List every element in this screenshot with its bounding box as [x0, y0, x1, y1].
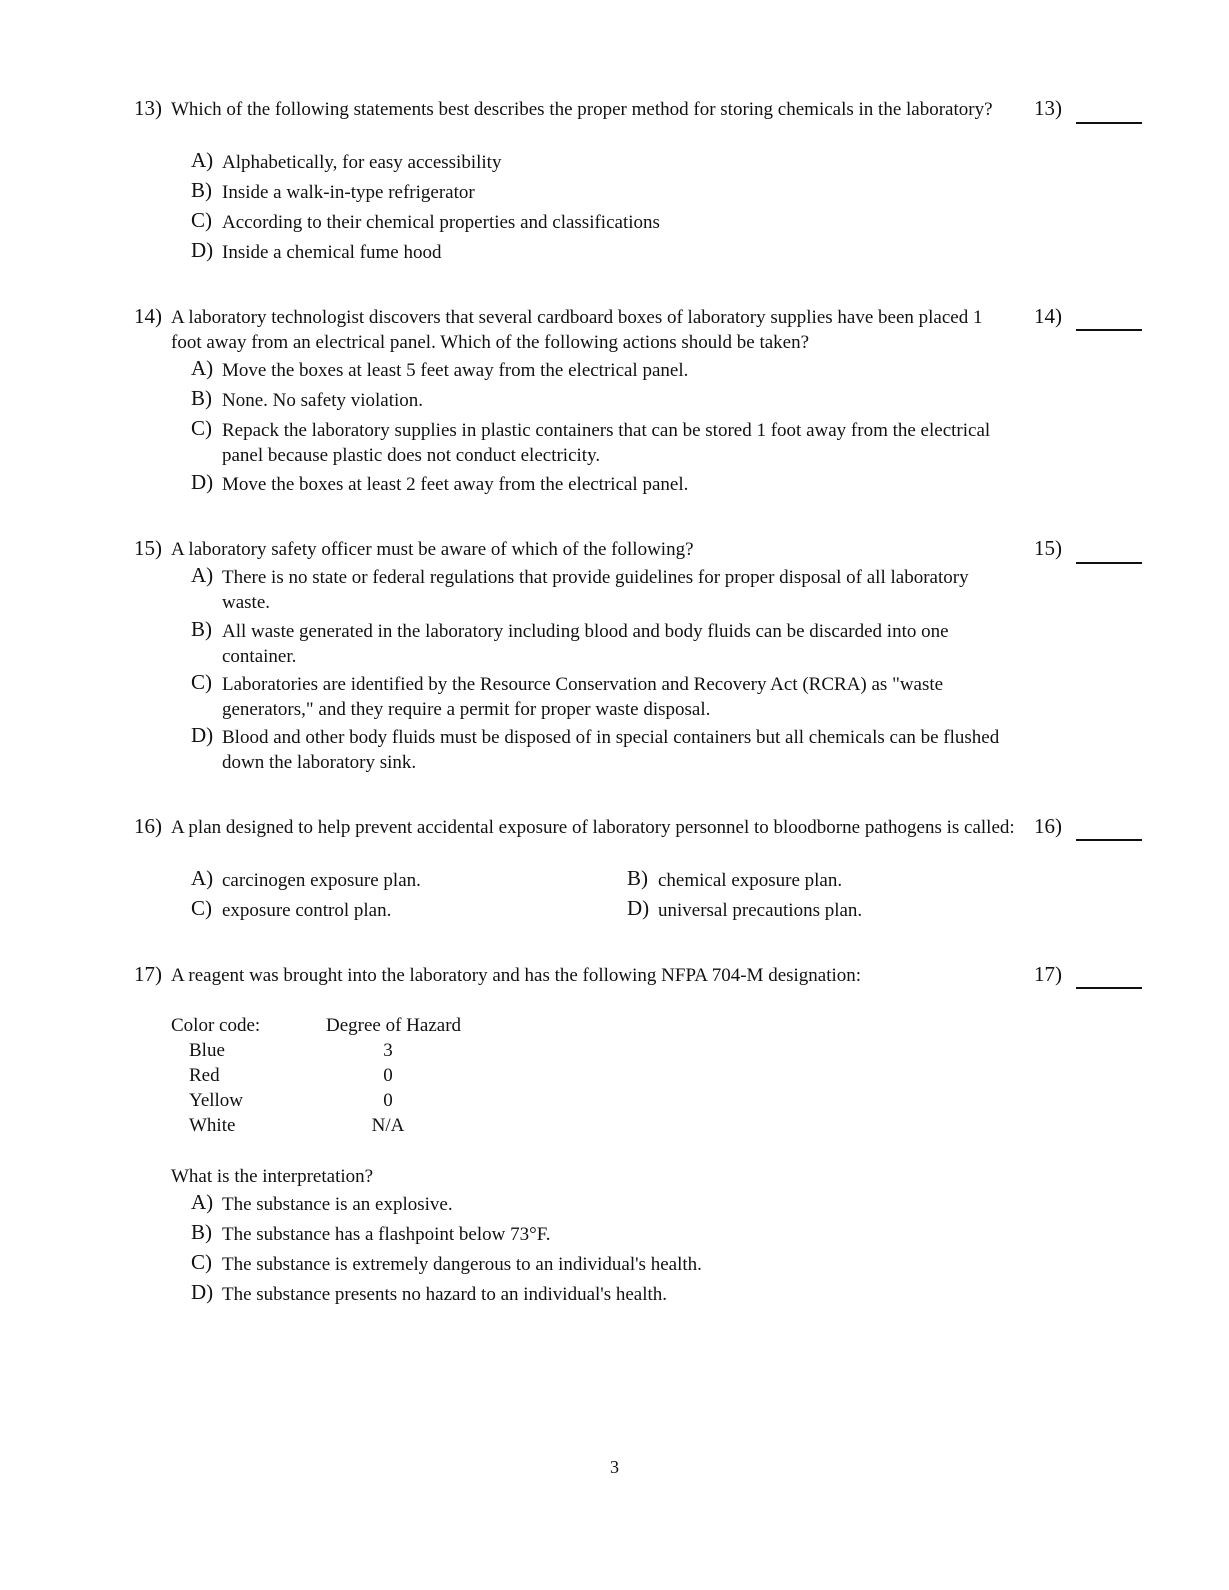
question-stem: Which of the following statements best describes the proper method for storing chemicals in the laboratory? — [171, 99, 993, 120]
page-number: 3 — [610, 1457, 619, 1477]
answer-blank[interactable] — [1076, 329, 1142, 331]
table-degree-cell: 0 — [383, 1090, 393, 1111]
option-text: Inside a chemical fume hood — [222, 242, 442, 263]
option-letter: D) — [191, 1280, 214, 1304]
option-text: The substance presents no hazard to an individual's health. — [222, 1284, 668, 1305]
option-d[interactable] — [191, 472, 1016, 497]
option-text: chemical exposure plan. — [658, 870, 843, 891]
option-text: carcinogen exposure plan. — [222, 870, 421, 891]
question-number: 13) — [134, 96, 162, 120]
question-number: 15) — [134, 536, 162, 560]
option-text: Move the boxes at least 5 feet away from the electrical panel. — [222, 360, 689, 381]
table-degree-cell: 0 — [383, 1065, 393, 1086]
option-letter: B) — [191, 617, 212, 641]
option-c[interactable] — [191, 1252, 1016, 1277]
option-d[interactable] — [191, 725, 1016, 775]
answer-number: 14) — [1034, 304, 1062, 328]
option-letter: B) — [627, 866, 648, 890]
table-header-degree: Degree of Hazard — [326, 1015, 462, 1036]
question-number: 17) — [134, 962, 162, 986]
option-a[interactable] — [191, 358, 1016, 383]
table-degree-cell: N/A — [371, 1115, 405, 1136]
option-letter: A) — [191, 356, 214, 380]
option-a[interactable] — [191, 1192, 1016, 1217]
option-c[interactable] — [191, 672, 1016, 722]
question-stem: A reagent was brought into the laboratory and has the following NFPA 704-M designation: — [171, 965, 862, 986]
answer-blank[interactable] — [1076, 122, 1142, 124]
answer-number: 15) — [1034, 536, 1062, 560]
option-a[interactable] — [191, 868, 611, 893]
option-text: universal precautions plan. — [658, 900, 863, 921]
question-stem: A laboratory technologist discovers that several cardboard boxes of laboratory supplies have been placed 1 foot away from an electrical panel. Which of the following actions should be taken? — [171, 307, 983, 353]
answer-number: 13) — [1034, 96, 1062, 120]
option-letter: C) — [191, 896, 212, 920]
option-b[interactable] — [191, 619, 1016, 669]
option-text: Laboratories are identified by the Resource Conservation and Recovery Act (RCRA) as "waste generators," and they require a permit for proper waste disposal. — [222, 674, 944, 720]
answer-blank[interactable] — [1076, 839, 1142, 841]
option-text: Inside a walk-in-type refrigerator — [222, 182, 475, 203]
table-color-cell: Red — [189, 1065, 220, 1086]
option-d[interactable] — [627, 898, 1047, 923]
table-color-cell: Yellow — [189, 1090, 244, 1111]
option-letter: A) — [191, 148, 214, 172]
option-text: Alphabetically, for easy accessibility — [222, 152, 502, 173]
option-b[interactable] — [191, 1222, 1016, 1247]
option-text: The substance has a flashpoint below 73°F. — [222, 1224, 551, 1245]
option-b[interactable] — [627, 868, 1047, 893]
option-c[interactable] — [191, 898, 611, 923]
option-d[interactable] — [191, 1282, 1016, 1307]
option-letter: D) — [191, 238, 214, 262]
option-text: Blood and other body fluids must be disposed of in special containers but all chemicals can be flushed down the laboratory sink. — [222, 727, 1000, 773]
option-letter: D) — [191, 470, 214, 494]
option-letter: D) — [191, 723, 214, 747]
option-text: According to their chemical properties and classifications — [222, 212, 660, 233]
question-prompt: What is the interpretation? — [171, 1166, 374, 1187]
option-c[interactable] — [191, 210, 1016, 235]
option-letter: C) — [191, 1250, 212, 1274]
table-header-color: Color code: — [171, 1015, 261, 1036]
question-number: 14) — [134, 304, 162, 328]
question-stem: A plan designed to help prevent accidental exposure of laboratory personnel to bloodborne pathogens is called: — [171, 817, 1015, 838]
answer-blank[interactable] — [1076, 987, 1142, 989]
option-text: exposure control plan. — [222, 900, 392, 921]
question-stem: A laboratory safety officer must be aware of which of the following? — [171, 539, 694, 560]
table-color-cell: Blue — [189, 1040, 225, 1061]
option-text: All waste generated in the laboratory including blood and body fluids can be discarded into one container. — [222, 621, 949, 667]
option-letter: A) — [191, 866, 214, 890]
option-b[interactable] — [191, 388, 1016, 413]
option-text: There is no state or federal regulations that provide guidelines for proper disposal of all laboratory waste. — [222, 567, 969, 613]
option-letter: A) — [191, 563, 214, 587]
option-d[interactable] — [191, 240, 1016, 265]
option-a[interactable] — [191, 150, 1016, 175]
option-letter: A) — [191, 1190, 214, 1214]
table-color-cell: White — [189, 1115, 236, 1136]
option-text: Move the boxes at least 2 feet away from the electrical panel. — [222, 474, 689, 495]
option-letter: D) — [627, 896, 650, 920]
option-text: The substance is extremely dangerous to an individual's health. — [222, 1254, 702, 1275]
option-letter: C) — [191, 670, 212, 694]
option-letter: B) — [191, 386, 212, 410]
answer-number: 17) — [1034, 962, 1062, 986]
option-letter: C) — [191, 416, 212, 440]
option-text: The substance is an explosive. — [222, 1194, 453, 1215]
question-number: 16) — [134, 814, 162, 838]
answer-number: 16) — [1034, 814, 1062, 838]
option-letter: C) — [191, 208, 212, 232]
option-c[interactable] — [191, 418, 1016, 468]
option-text: None. No safety violation. — [222, 390, 424, 411]
table-degree-cell: 3 — [383, 1040, 393, 1061]
option-text: Repack the laboratory supplies in plastic containers that can be stored 1 foot away from the electrical panel because plastic does not conduct electricity. — [222, 420, 991, 466]
option-letter: B) — [191, 1220, 212, 1244]
answer-blank[interactable] — [1076, 562, 1142, 564]
option-letter: B) — [191, 178, 212, 202]
option-b[interactable] — [191, 180, 1016, 205]
option-a[interactable] — [191, 565, 1016, 615]
